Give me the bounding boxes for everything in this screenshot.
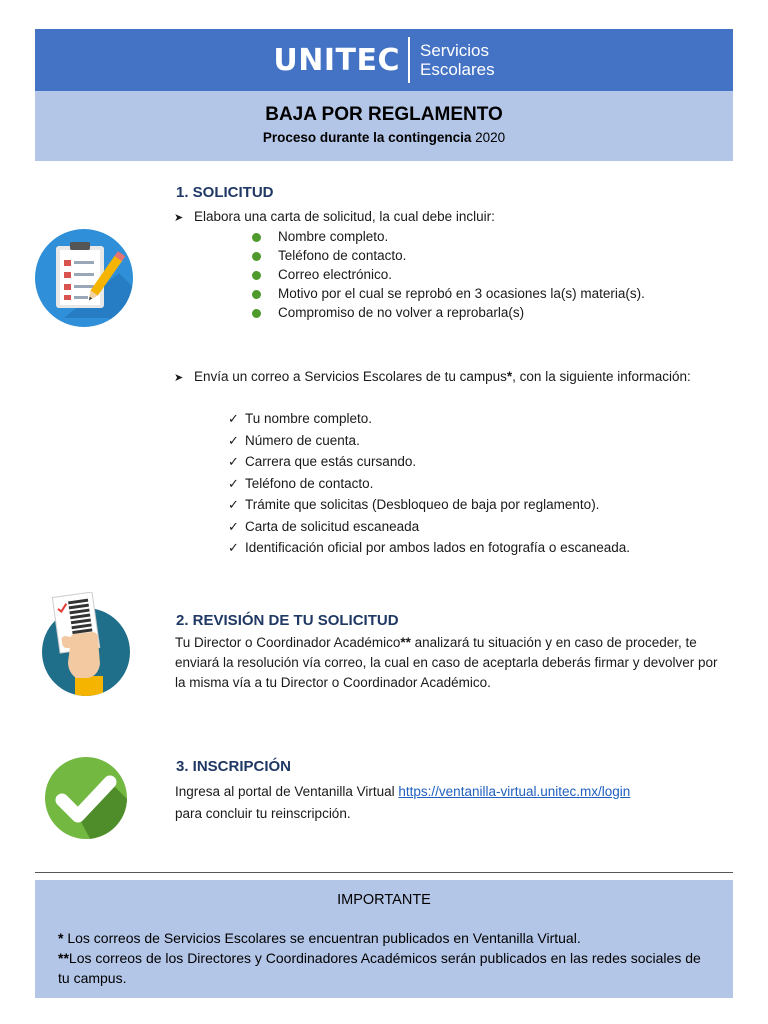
arrow-bullet-icon: ➤ xyxy=(174,372,184,384)
list-item: ✓ Trámite que solicitas (Desbloqueo de baja por reglamento). xyxy=(228,494,630,516)
page-title: BAJA POR REGLAMENTO xyxy=(265,104,503,125)
hand-document-icon xyxy=(40,592,132,703)
arrow-bullet-icon: ➤ xyxy=(174,212,184,224)
checkmark-icon: ✓ xyxy=(228,454,239,469)
inscripcion-paragraph xyxy=(175,781,720,825)
note2-text: Los correos de los Directores y Coordinadores Académicos serán publicados en las redes sociales de tu campus. xyxy=(58,950,701,986)
note1-mark: * xyxy=(58,930,64,946)
green-checkmark-icon xyxy=(44,756,128,845)
checkmark-icon: ✓ xyxy=(228,540,239,555)
page-subtitle xyxy=(35,130,733,145)
email-requirements-list xyxy=(228,408,630,559)
note2-mark: ** xyxy=(58,950,69,966)
email-intro-text: Envía un correo a Servicios Escolares de tu campus xyxy=(194,369,507,384)
revision-text-start: Tu Director o Coordinador Académico xyxy=(175,635,401,650)
email-intro xyxy=(174,366,694,389)
note1-text: Los correos de Servicios Escolares se encuentran publicados en Ventanilla Virtual. xyxy=(63,930,581,946)
logo-subtitle-line1: Servicios xyxy=(419,41,489,60)
email-intro-end: , con la siguiente información: xyxy=(512,369,691,384)
important-notes xyxy=(58,928,713,988)
green-bullet-icon xyxy=(252,271,261,280)
double-asterisk-mark: ** xyxy=(400,635,411,650)
clipboard-checklist-icon xyxy=(34,228,134,333)
checkmark-icon: ✓ xyxy=(228,475,239,491)
list-item: ✓ Teléfono de contacto. xyxy=(228,473,630,495)
logo-divider xyxy=(408,37,410,83)
checkmark-icon: ✓ xyxy=(228,518,239,534)
asterisk-mark: * xyxy=(506,369,513,384)
list-item: Correo electrónico. xyxy=(250,265,658,284)
logo-subtitle xyxy=(420,41,495,79)
checkmark-icon: ✓ xyxy=(228,411,239,426)
section-solicitud-heading: 1. SOLICITUD xyxy=(176,184,274,201)
list-item: Teléfono de contacto. xyxy=(250,246,658,265)
list-item: ✓ Número de cuenta. xyxy=(228,430,630,452)
section-revision-heading: 2. REVISIÓN DE TU SOLICITUD xyxy=(176,612,399,629)
important-title: IMPORTANTE xyxy=(337,892,431,908)
green-bullet-icon xyxy=(252,233,261,242)
ventanilla-virtual-link[interactable]: https://ventanilla-virtual.unitec.mx/login xyxy=(398,784,631,799)
list-item: ✓ Tu nombre completo. xyxy=(228,408,630,430)
green-bullet-icon xyxy=(252,290,261,299)
solicitud-intro xyxy=(174,207,694,228)
subtitle-year: 2020 xyxy=(475,130,506,145)
checkmark-icon: ✓ xyxy=(228,497,239,512)
list-item: Motivo por el cual se reprobó en 3 ocasiones la(s) materia(s). xyxy=(250,284,658,303)
important-box xyxy=(35,880,733,998)
section-divider xyxy=(35,872,733,873)
revision-text-end: analizará tu situación y en caso de proceder, te enviará la resolución vía correo, la cual en caso de aceptarla deberás firmar y devolver por la misma vía a tu Director o Coordinador Académico. xyxy=(175,635,718,690)
revision-paragraph xyxy=(175,633,720,693)
section-inscripcion-heading: 3. INSCRIPCIÓN xyxy=(176,758,292,775)
carta-requirements-list xyxy=(250,227,658,322)
checkmark-icon: ✓ xyxy=(228,432,239,448)
title-banner xyxy=(35,91,733,161)
subtitle-text: Proceso durante la contingencia xyxy=(262,130,472,145)
solicitud-intro-text: Elabora una carta de solicitud, la cual debe incluir: xyxy=(194,209,495,224)
inscripcion-text-start: Ingresa al portal de Ventanilla Virtual xyxy=(175,784,399,799)
list-item: ✓ Carrera que estás cursando. xyxy=(228,451,630,473)
list-item: ✓ Carta de solicitud escaneada xyxy=(228,516,630,538)
inscripcion-text-end: para concluir tu reinscripción. xyxy=(175,806,351,821)
header-banner xyxy=(35,29,733,91)
unitec-logo: UNITEC xyxy=(273,42,400,78)
green-bullet-icon xyxy=(252,309,261,318)
list-item: Nombre completo. xyxy=(250,227,658,246)
list-item: Compromiso de no volver a reprobarla(s) xyxy=(250,303,658,322)
list-item: ✓ Identificación oficial por ambos lados en fotografía o escaneada. xyxy=(228,537,630,559)
logo-subtitle-line2: Escolares xyxy=(419,60,495,79)
green-bullet-icon xyxy=(252,252,261,261)
